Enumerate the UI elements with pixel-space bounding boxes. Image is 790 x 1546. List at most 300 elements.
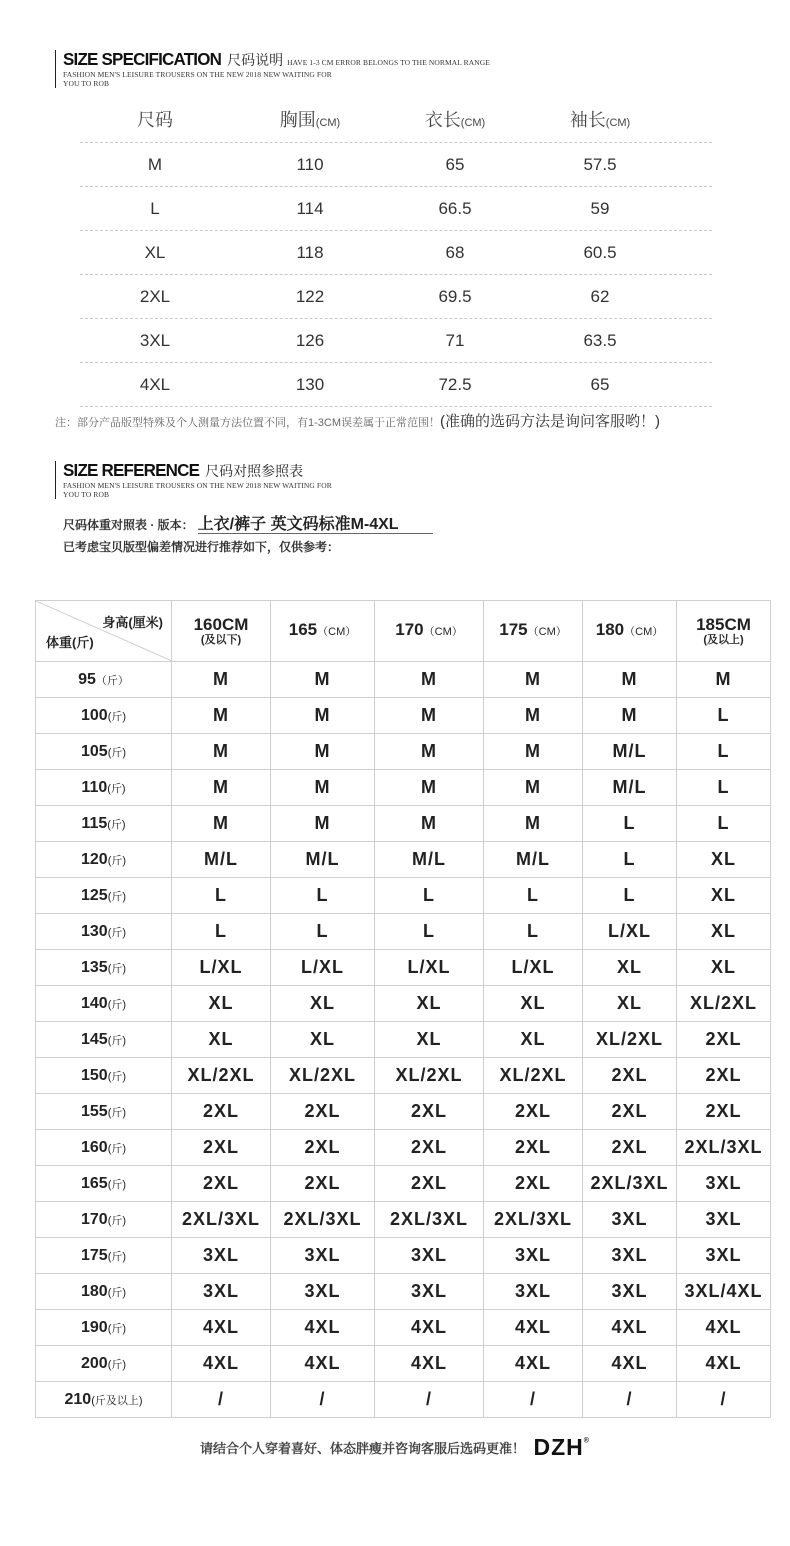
weight-unit: (斤) [107,746,127,759]
size-cell: 3XL [172,1274,271,1310]
weight-value: 145 [80,1030,108,1048]
size-cell: XL [583,950,677,986]
spec-cell-chest: 118 [296,243,324,262]
size-cell: / [677,1382,771,1418]
weight-unit: (斤) [107,1142,127,1155]
size-cell: XL/2XL [484,1058,583,1094]
spec-row [80,142,712,187]
height-number: 165 [288,620,318,639]
weight-value: 110 [81,778,108,796]
size-cell: M [375,770,484,806]
size-cell: XL/2XL [583,1022,677,1058]
size-reference-table [35,600,771,1418]
spec-footnote-small: 注：部分产品版型特殊及个人测量方法位置不同，有1-3CM误差属于正常范围！ [55,417,441,429]
size-cell: M/L [172,842,271,878]
size-cell: M/L [484,842,583,878]
spec-header-length [410,98,500,142]
spec-header-sleeve-unit: (CM) [605,117,631,129]
size-cell: / [484,1382,583,1418]
height-number: 170 [395,620,424,639]
size-cell: L/XL [583,914,677,950]
weight-row [36,1382,771,1418]
size-cell: 4XL [271,1346,375,1382]
weight-cell [36,878,172,914]
weight-unit: (斤) [107,1106,127,1119]
spec-header-length-unit: (CM) [460,117,486,129]
size-cell: 4XL [484,1310,583,1346]
size-cell: M/L [583,770,677,806]
spec-row [80,230,712,275]
size-cell: 2XL [271,1094,375,1130]
height-number: 160CM [193,614,249,634]
size-cell: 4XL [172,1346,271,1382]
weight-cell [36,842,172,878]
size-cell: 2XL [583,1094,677,1130]
size-cell: 2XL/3XL [583,1166,677,1202]
size-cell: M [484,734,583,770]
weight-unit: （斤） [95,674,129,687]
size-cell: L [271,914,375,950]
size-cell: 2XL [484,1166,583,1202]
weight-value: 170 [80,1210,108,1228]
size-cell: XL [677,878,771,914]
spec-cell-chest: 130 [295,375,325,394]
size-cell: M [172,806,271,842]
size-cell: M [375,698,484,734]
size-cell: L [583,878,677,914]
height-value [375,621,483,641]
weight-row [36,770,771,806]
size-cell: 2XL [375,1130,484,1166]
size-cell: 3XL [484,1238,583,1274]
spec-cell-sleeve: 57.5 [583,155,617,174]
corner-header-cell [36,601,172,662]
size-cell: XL [271,986,375,1022]
size-cell: 2XL [677,1022,771,1058]
weight-cell [36,1274,172,1310]
spec-row [80,362,712,407]
height-number: 180 [595,620,625,639]
weight-unit: (斤) [107,1250,127,1263]
weight-value: 175 [80,1246,108,1264]
spec-cell-chest: 114 [296,199,324,218]
weight-unit: (斤) [107,818,126,831]
weight-cell [36,986,172,1022]
size-cell: 2XL [375,1094,484,1130]
weight-value: 150 [80,1066,108,1084]
spec-header-sleeve-label: 袖长 [569,110,606,130]
weight-cell [36,1094,172,1130]
size-cell: / [583,1382,677,1418]
weight-cell [36,1202,172,1238]
size-cell: 2XL/3XL [677,1130,771,1166]
size-cell: M [375,806,484,842]
size-cell: L [677,806,771,842]
weight-row [36,986,771,1022]
size-cell: 2XL [172,1166,271,1202]
weight-cell [36,1310,172,1346]
size-cell: L [583,842,677,878]
spec-cell-length: 68 [445,243,465,262]
weight-value: 105 [80,742,108,760]
height-header-cell [677,601,771,662]
size-cell: M [271,698,375,734]
weight-value: 125 [80,886,108,904]
weight-cell [36,1238,172,1274]
weight-row [36,1274,771,1310]
spec-cell-sleeve: 65 [590,375,610,394]
size-cell: / [271,1382,375,1418]
spec-cell-length: 71 [445,331,465,350]
size-cell: 2XL [583,1058,677,1094]
size-cell: 2XL/3XL [484,1202,583,1238]
size-cell: 2XL [172,1094,271,1130]
weight-unit: (斤) [107,1286,127,1299]
footer [0,1434,790,1461]
size-cell: / [375,1382,484,1418]
height-value [583,621,676,641]
weight-cell [36,1166,172,1202]
size-cell: 3XL [484,1274,583,1310]
ref-section-header [55,461,332,499]
size-cell: L [677,770,771,806]
spec-cell-chest: 126 [295,331,325,350]
size-cell: 3XL [583,1238,677,1274]
size-cell: 2XL [677,1058,771,1094]
spec-cell-sleeve: 60.5 [583,243,617,262]
size-cell: 2XL/3XL [271,1202,375,1238]
weight-row [36,878,771,914]
weight-value: 160 [80,1138,108,1156]
version-prefix: 尺码体重对照表 · 版本： [63,518,194,532]
size-cell: 2XL [583,1130,677,1166]
weight-row [36,1094,771,1130]
weight-unit: (斤) [107,854,127,867]
size-cell: M [484,698,583,734]
weight-row [36,1238,771,1274]
size-cell: XL [677,950,771,986]
size-cell: M/L [271,842,375,878]
weight-value: 190 [80,1318,108,1336]
weight-value: 135 [80,958,108,976]
spec-cell-size: 2XL [139,287,171,306]
spec-footnote [55,410,660,431]
weight-cell [36,1346,172,1382]
size-cell: 4XL [271,1310,375,1346]
size-cell: 2XL [484,1094,583,1130]
size-cell: 4XL [583,1346,677,1382]
height-unit: （CM） [317,626,357,638]
size-cell: L [677,698,771,734]
weight-value: 95 [78,670,96,688]
brand-logo-text: DZH [533,1434,584,1460]
size-cell: M [583,698,677,734]
weight-unit: (斤) [107,710,127,723]
size-cell: 4XL [677,1310,771,1346]
weight-cell [36,1130,172,1166]
height-header-row [36,601,771,662]
size-cell: / [172,1382,271,1418]
size-cell: 4XL [375,1346,484,1382]
size-cell: L [677,734,771,770]
size-cell: XL [375,1022,484,1058]
height-unit: （CM） [527,626,567,638]
weight-row [36,1310,771,1346]
weight-unit: (斤) [107,926,127,939]
ref-title-cn: 尺码对照参照表 [205,463,304,479]
size-cell: L/XL [271,950,375,986]
spec-row [80,274,712,319]
size-cell: L/XL [375,950,484,986]
ref-subtitle-line1: FASHION MEN'S LEISURE TROUSERS ON THE NEW 2018 NEW WAITING FOR [63,481,332,490]
spec-table-header [80,98,712,142]
spec-title-cn: 尺码说明 [227,52,284,68]
size-cell: M [484,806,583,842]
spec-cell-length: 69.5 [438,287,472,306]
weight-cell [36,770,172,806]
weight-row [36,1130,771,1166]
size-cell: L [375,914,484,950]
spec-title-en: SIZE SPECIFICATION [63,49,222,70]
spec-header-sleeve [555,98,645,142]
size-cell: M [583,662,677,698]
spec-row [80,318,712,363]
weight-cell [36,1382,172,1418]
size-cell: M/L [375,842,484,878]
spec-header-chest-label: 胸围 [279,110,316,130]
weight-cell [36,662,172,698]
weight-value: 210 [64,1390,92,1408]
weight-unit: (斤) [107,1178,127,1191]
weight-row [36,698,771,734]
size-cell: 3XL [271,1238,375,1274]
spec-header-chest-unit: (CM) [315,117,341,129]
weight-unit: (斤) [107,1322,127,1335]
weight-value: 115 [81,814,108,832]
size-cell: 4XL [172,1310,271,1346]
spec-section-header [55,50,490,88]
ref-subtitle-line2: YOU TO ROB [63,490,110,499]
recommend-note: 已考虑宝贝版型偏差情况进行推荐如下，仅供参考： [63,540,340,554]
size-cell: L/XL [172,950,271,986]
height-qualifier: (及以下) [200,633,242,646]
height-number: 185CM [696,614,751,634]
size-cell: XL [677,914,771,950]
size-cell: L [484,878,583,914]
size-reference-body [36,662,771,1418]
weight-row [36,950,771,986]
spec-header-length-label: 衣长 [424,110,461,130]
size-cell: M [172,698,271,734]
size-cell: XL [375,986,484,1022]
size-cell: XL/2XL [172,1058,271,1094]
size-cell: M [271,770,375,806]
size-cell: 2XL [677,1094,771,1130]
spec-cell-size: M [147,155,163,174]
spec-cell-sleeve: 59 [590,199,610,218]
weight-row [36,806,771,842]
size-cell: 4XL [677,1346,771,1382]
spec-cell-size: XL [144,243,166,262]
weight-cell [36,698,172,734]
weight-unit: (斤) [107,998,127,1011]
size-cell: L [583,806,677,842]
size-cell: M [375,662,484,698]
size-cell: 4XL [583,1310,677,1346]
size-cell: XL [271,1022,375,1058]
height-value [271,621,374,641]
corner-diagonal-line [36,601,172,661]
size-cell: M [484,770,583,806]
size-cell: 2XL [172,1130,271,1166]
size-cell: M [375,734,484,770]
spec-subtitle-line1: FASHION MEN'S LEISURE TROUSERS ON THE NEW 2018 NEW WAITING FOR [63,70,332,79]
spec-table-bottom-divider [80,406,712,407]
height-header-cell [484,601,583,662]
spec-cell-sleeve: 63.5 [583,331,617,350]
height-header-cell [271,601,375,662]
weight-unit: (斤) [107,962,127,975]
height-unit: （CM） [423,626,463,638]
spec-subtitle-line2: YOU TO ROB [63,79,110,88]
corner-weight-label: 体重(斤) [46,635,94,650]
size-cell: 2XL [375,1166,484,1202]
spec-cell-size: L [150,199,160,218]
size-cell: L [484,914,583,950]
size-cell: XL/2XL [677,986,771,1022]
spec-header-chest [265,98,355,142]
spec-cell-length: 66.5 [438,199,472,218]
size-cell: XL [172,1022,271,1058]
height-header-cell [172,601,271,662]
weight-row [36,662,771,698]
weight-row [36,1166,771,1202]
size-cell: XL [484,986,583,1022]
weight-row [36,842,771,878]
weight-cell [36,1022,172,1058]
weight-cell [36,1058,172,1094]
weight-unit: (斤) [107,1034,127,1047]
weight-row [36,734,771,770]
size-cell: 3XL [677,1166,771,1202]
height-value [484,621,582,641]
size-cell: L [172,878,271,914]
weight-value: 120 [80,850,108,868]
size-cell: 3XL [271,1274,375,1310]
height-header-cell [375,601,484,662]
ref-title-en: SIZE REFERENCE [63,460,200,481]
size-cell: 3XL [677,1238,771,1274]
weight-cell [36,950,172,986]
size-cell: 4XL [484,1346,583,1382]
size-cell: M [271,806,375,842]
weight-value: 180 [80,1282,108,1300]
size-cell: XL [583,986,677,1022]
corner-height-label: 身高(厘米) [102,615,163,630]
height-value [677,616,770,634]
weight-cell [36,914,172,950]
weight-row [36,1202,771,1238]
size-cell: XL/2XL [271,1058,375,1094]
size-cell: 2XL [271,1166,375,1202]
spec-footnote-big: (准确的选码方法是询问客服哟！) [440,413,661,430]
spec-cell-chest: 110 [296,155,324,174]
size-cell: M [484,662,583,698]
size-cell: M [271,734,375,770]
size-cell: 3XL [583,1202,677,1238]
size-cell: M [172,770,271,806]
spec-cell-size: 3XL [139,331,171,350]
footer-text: 请结合个人穿着喜好、体态胖瘦并咨询客服后选码更准！ [200,1441,526,1456]
size-cell: L [375,878,484,914]
spec-header-size-label: 尺码 [137,110,173,130]
size-cell: L [172,914,271,950]
spec-cell-length: 72.5 [438,375,472,394]
weight-value: 130 [80,922,108,940]
weight-value: 100 [80,706,108,724]
height-number: 175 [499,620,528,639]
size-cell: 2XL/3XL [172,1202,271,1238]
brand-logo [534,1434,590,1460]
height-value [172,616,270,634]
height-unit: （CM） [624,626,664,638]
weight-unit: (斤) [107,890,127,903]
size-cell: 3XL [583,1274,677,1310]
weight-row [36,1058,771,1094]
size-cell: 2XL [484,1130,583,1166]
weight-unit: (斤) [107,1070,127,1083]
size-cell: 3XL/4XL [677,1274,771,1310]
size-cell: M [172,734,271,770]
brand-registered-mark: ® [583,1437,590,1445]
size-cell: L/XL [484,950,583,986]
size-cell: 3XL [677,1202,771,1238]
spec-cell-length: 65 [445,155,465,174]
size-cell: M/L [583,734,677,770]
spec-cell-sleeve: 62 [590,287,610,306]
weight-unit: (斤) [107,782,126,795]
spec-row [80,186,712,231]
weight-unit: (斤) [107,1214,127,1227]
size-cell: XL [677,842,771,878]
spec-cell-chest: 122 [295,287,325,306]
height-header-cell [583,601,677,662]
size-cell: 3XL [172,1238,271,1274]
spec-error-note: HAVE 1-3 CM ERROR BELONGS TO THE NORMAL RANGE [287,58,490,67]
weight-value: 140 [80,994,108,1012]
weight-value: 200 [80,1354,108,1372]
weight-unit: (斤) [107,1358,127,1371]
size-cell: M [172,662,271,698]
spec-cell-size: 4XL [139,375,171,394]
size-cell: XL [172,986,271,1022]
version-line [63,511,433,534]
size-cell: 2XL/3XL [375,1202,484,1238]
size-cell: 2XL [271,1130,375,1166]
size-cell: L [271,878,375,914]
size-cell: 3XL [375,1238,484,1274]
weight-row [36,1346,771,1382]
size-cell: M [677,662,771,698]
weight-row [36,1022,771,1058]
weight-row [36,914,771,950]
size-cell: M [271,662,375,698]
size-cell: 3XL [375,1274,484,1310]
weight-cell [36,806,172,842]
version-value: 上衣/裤子 英文码标准M-4XL [198,516,433,534]
weight-value: 155 [80,1102,108,1120]
height-qualifier: (及以上) [703,633,744,646]
